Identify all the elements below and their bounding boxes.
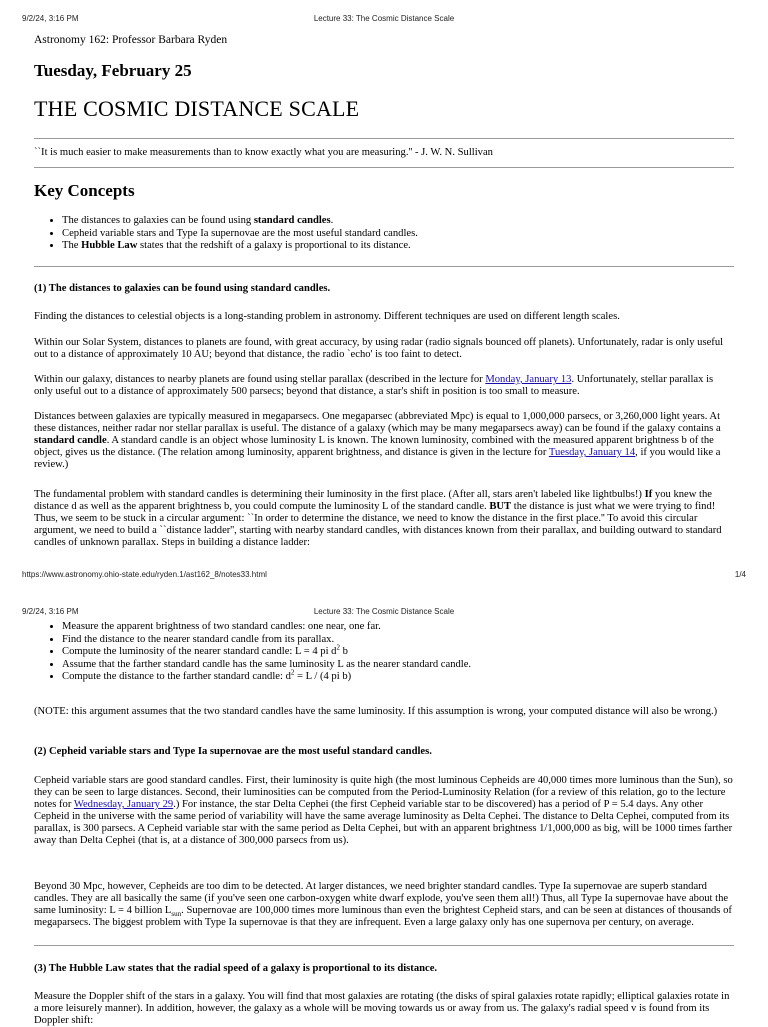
list-item: • Assume that the farther standard candle has the same luminosity L as the nearer standard candle. (62, 659, 752, 672)
print-date: 9/2/24, 3:16 PM (22, 14, 79, 23)
epigraph-quote: ``It is much easier to make measurements than to know exactly what you are measuring.'' - J. W. N. Sullivan (34, 147, 493, 158)
page-number: 1/4 (734, 570, 746, 579)
item-text: The distances to galaxies can be found using (62, 215, 254, 226)
list-item (62, 668, 752, 684)
text: . A standard candle is an object whose luminosity L is known. The known luminosity, combined with the measured apparent brightness b of the object, gives us the distance. (The relation among luminosity, apparent brightness, and distance is given in the lecture for (34, 435, 714, 458)
text: the distance is just what we were trying to find! Thus, we seem to be stuck in a circular argument: ``In order to determine the distance, we need to know the distance in the first place.'' To avoid this circular argument, we need to build a ``distance ladder'', starting with nearby standard candles, with distances known from their parallax, and building outward to standard candles of unknown parallax. Steps in building a distance ladder: (34, 501, 722, 548)
lecture-date: Tuesday, February 25 (34, 61, 192, 80)
text: Beyond 30 Mpc, however, Cepheids are too dim to be detected. At larger distances, we need brighter standard candles. Type Ia supernovae are superb standard candles. They are all basically the same (if you've seen one carbon-oxygen white dwarf explode, you've seen them all!) Thus, all Type Ia supernovae have about the same luminosity: L = 4 billion L (34, 881, 729, 916)
text: Compute the luminosity of the nearer standard candle: L = 4 pi d (62, 646, 337, 658)
divider (34, 167, 734, 168)
distance-ladder-steps (34, 621, 752, 684)
bold-term: BUT (489, 501, 512, 512)
divider (34, 266, 734, 267)
text: . Unfortunately, stellar parallax is only useful out to a distance of approximately 500 parsecs; beyond that distance, a star's shift in position is too small to measure. (34, 374, 714, 397)
text: Compute the distance to the farther standard candle: d (62, 671, 291, 683)
superscript: 2 (336, 643, 340, 652)
section-3-paragraph-1: Measure the Doppler shift of the stars in a galaxy. You will find that most galaxies are rotating (the disks of spiral galaxies rotate rapidly; elliptical galaxies rotate in a more leisurely manner). In addition, however, the galaxy as a whole will be moving towards us or away from us. The galaxy's radial speed v is found from its Doppler shift: (34, 991, 730, 1026)
link-tuesday-january-14[interactable]: Tuesday, January 14 (548, 447, 636, 458)
list-item (62, 215, 752, 228)
item-text: states that the redshift of a galaxy is proportional to its distance. (137, 240, 411, 252)
list-item: • Measure the apparent brightness of two standard candles: one near, one far. (62, 621, 752, 634)
section-1-heading: (1) The distances to galaxies can be found using standard candles. (34, 283, 331, 294)
item-text: The (62, 240, 82, 252)
section-1-paragraph-4 (34, 411, 734, 471)
section-1-paragraph-2: Within our Solar System, distances to planets are found, with great accuracy, by using radar (radio signals bounced off planets). Unfortunately, radar is only useful out to a distance of approximately 10 AU; beyond that distance, the radio `echo' is too faint to detect. (34, 337, 724, 360)
section-2-paragraph-1 (34, 775, 734, 847)
print-date: 9/2/24, 3:16 PM (22, 607, 79, 616)
print-title: Lecture 33: The Cosmic Distance Scale (313, 14, 455, 23)
link-monday-january-13[interactable]: Monday, January 13 (485, 374, 572, 385)
text: Cepheid variable stars are good standard candles. First, their luminosity is quite high (the most luminous Cepheids are 40,000 times more luminous than the Sun), so they can be seen to large distances. Second, their luminosities can be computed from the Period-Luminosity Relation (for a review of this relation, go to the lecture notes for (34, 775, 733, 810)
text: , if you would like a review.) (34, 447, 721, 470)
page-title: THE COSMIC DISTANCE SCALE (34, 96, 360, 121)
link-wednesday-january-29[interactable]: Wednesday, January 29 (73, 799, 174, 810)
print-title: Lecture 33: The Cosmic Distance Scale (313, 607, 455, 616)
text: .) For instance, the star Delta Cephei (the first Cepheid variable star to be discovered) has a period of P = 5.4 days. Any other Cepheid in the universe with the same period of variability will have the same average luminosity as Delta Cephei. The distance to Delta Cephei, computed from its parallax, is 300 parsecs. A Cepheid variable star with the same period as Delta Cephei, but with an apparent brightness 1/1,000,000 as big, will be 1000 times farther away than Delta Cephei (that is, at a distance of 300,000 parsecs from us). (34, 799, 733, 846)
section-2-heading: (2) Cepheid variable stars and Type Ia supernovae are the most useful standard candles. (34, 746, 432, 757)
divider (34, 945, 734, 946)
text: b (339, 646, 348, 658)
item-bold-term: Hubble Law (81, 240, 138, 252)
bold-term: standard candle (34, 435, 107, 446)
key-concepts-list (34, 215, 752, 253)
section-3-heading: (3) The Hubble Law states that the radial speed of a galaxy is proportional to its distance. (34, 963, 438, 974)
list-item: • Find the distance to the nearer standard candle from its parallax. (62, 634, 752, 647)
divider (34, 138, 734, 139)
section-2-paragraph-2 (34, 881, 734, 929)
text: The fundamental problem with standard candles is determining their luminosity in the first place. (After all, stars aren't labeled like lightbulbs!) (34, 489, 645, 500)
bold-term: If (644, 489, 653, 500)
text: you knew the distance d as well as the apparent brightness b, you could compute the luminosity L of the standard candle. (34, 489, 712, 512)
list-item (62, 643, 752, 659)
list-item (62, 240, 752, 253)
note-paragraph: (NOTE: this argument assumes that the two standard candles have the same luminosity. If this assumption is wrong, your computed distance will also be wrong.) (34, 706, 718, 717)
text: = L / (4 pi b) (294, 671, 352, 683)
text: Within our galaxy, distances to nearby planets are found using stellar parallax (described in the lecture for (34, 374, 486, 385)
list-item: • Cepheid variable stars and Type Ia supernovae are the most useful standard candles. (62, 228, 752, 241)
key-concepts-heading: Key Concepts (34, 181, 135, 200)
course-name: Astronomy 162: Professor Barbara Ryden (34, 34, 228, 46)
item-bold-term: standard candles (253, 215, 331, 226)
section-1-paragraph-1: Finding the distances to celestial objects is a long-standing problem in astronomy. Different techniques are used on different length scales. (34, 311, 620, 322)
text: . Supernovae are 100,000 times more luminous than even the brightest Cepheid stars, and can be seen at distances of thousands of megaparsecs. The biggest problem with Type Ia supernovae is that they are infrequent. Even a large galaxy only has one supernova per century, on average. (34, 905, 732, 928)
text: Distances between galaxies are typically measured in megaparsecs. One megaparsec (abbreviated Mpc) is equal to 1,000,000 parsecs, or 3,260,000 light years. At these distances, neither radar nor stellar parallax is useful. The distance of a galaxy (which may be many megaparsecs away) can be found if the galaxy contains a (34, 411, 721, 434)
superscript: 2 (290, 668, 295, 677)
item-text: . (330, 215, 334, 226)
section-1-paragraph-3 (34, 374, 734, 398)
subscript: sun (171, 910, 182, 919)
section-1-paragraph-5 (34, 489, 734, 549)
print-url: https://www.astronomy.ohio-state.edu/ryden.1/ast162_8/notes33.html (22, 570, 267, 579)
